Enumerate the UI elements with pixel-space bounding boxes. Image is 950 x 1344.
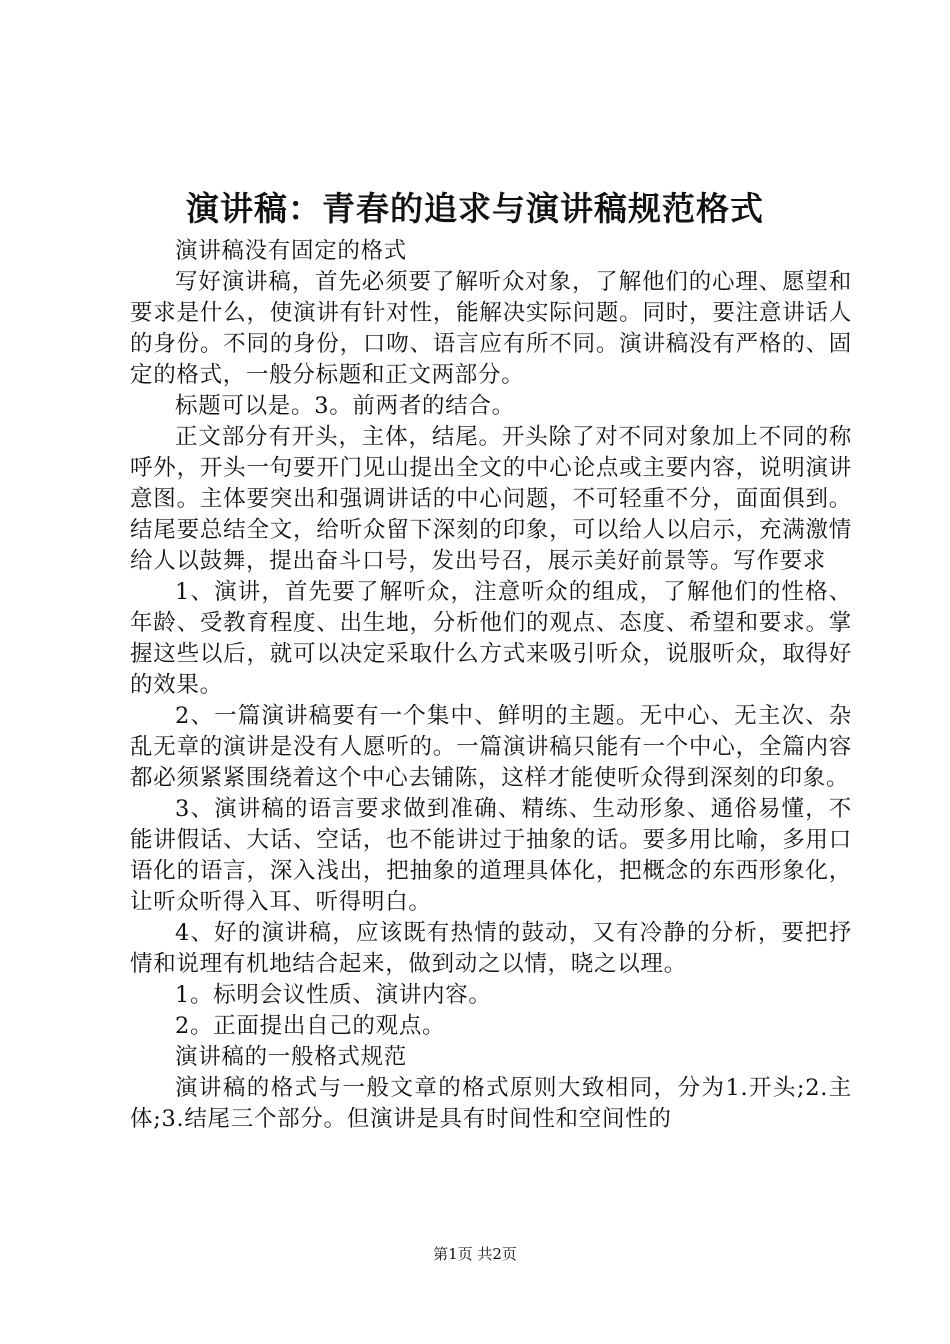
document-title: 演讲稿：青春的追求与演讲稿规范格式: [186, 189, 764, 228]
paragraph: 演讲稿的一般格式规范: [175, 1044, 408, 1070]
paragraph: 2、一篇演讲稿要有一个集中、鲜明的主题。无中心、无主次、杂乱无章的演讲是没有人愿听的。一篇演讲稿只能有一个中心，全篇内容都必须紧紧围绕着这个中心去铺陈，这样才能使听众得到深刻的印象。: [130, 703, 852, 791]
paragraph: 演讲稿没有固定的格式: [175, 238, 408, 264]
paragraph: 1、演讲，首先要了解听众，注意听众的组成，了解他们的性格、年龄、受教育程度、出生地，分析他们的观点、态度、希望和要求。掌握这些以后，就可以决定采取什么方式来吸引听众，说服听众，取得好的效果。: [130, 579, 852, 698]
document-body: [130, 236, 852, 1135]
paragraph: 4、好的演讲稿，应该既有热情的鼓动，又有冷静的分析，要把抒情和说理有机地结合起来，做到动之以情，晓之以理。: [130, 920, 852, 977]
page-footer: 第1页 共2页: [433, 1245, 517, 1263]
paragraph: 3、演讲稿的语言要求做到准确、精练、生动形象、通俗易懂，不能讲假话、大话、空话，也不能讲过于抽象的话。要多用比喻，多用口语化的语言，深入浅出，把抽象的道理具体化，把概念的东西形象化，让听众听得入耳、听得明白。: [130, 796, 852, 915]
paragraph: 写好演讲稿，首先必须要了解听众对象，了解他们的心理、愿望和要求是什么，使演讲有针对性，能解决实际问题。同时，要注意讲话人的身份。不同的身份，口吻、语言应有所不同。演讲稿没有严格的、固定的格式，一般分标题和正文两部分。: [130, 269, 852, 388]
paragraph: 演讲稿的格式与一般文章的格式原则大致相同，分为1.开头;2.主体;3.结尾三个部分。但演讲是具有时间性和空间性的: [130, 1075, 852, 1132]
paragraph: 2。正面提出自己的观点。: [175, 1013, 446, 1039]
paragraph: 1。标明会议性质、演讲内容。: [175, 982, 492, 1008]
paragraph: 标题可以是。3。前两者的结合。: [175, 393, 515, 419]
paragraph: 正文部分有开头，主体，结尾。开头除了对不同对象加上不同的称呼外，开头一句要开门见山提出全文的中心论点或主要内容，说明演讲意图。主体要突出和强调讲话的中心问题，不可轻重不分，面面俱到。结尾要总结全文，给听众留下深刻的印象，可以给人以启示，充满激情给人以鼓舞，提出奋斗口号，发出号召，展示美好前景等。写作要求: [130, 424, 852, 574]
